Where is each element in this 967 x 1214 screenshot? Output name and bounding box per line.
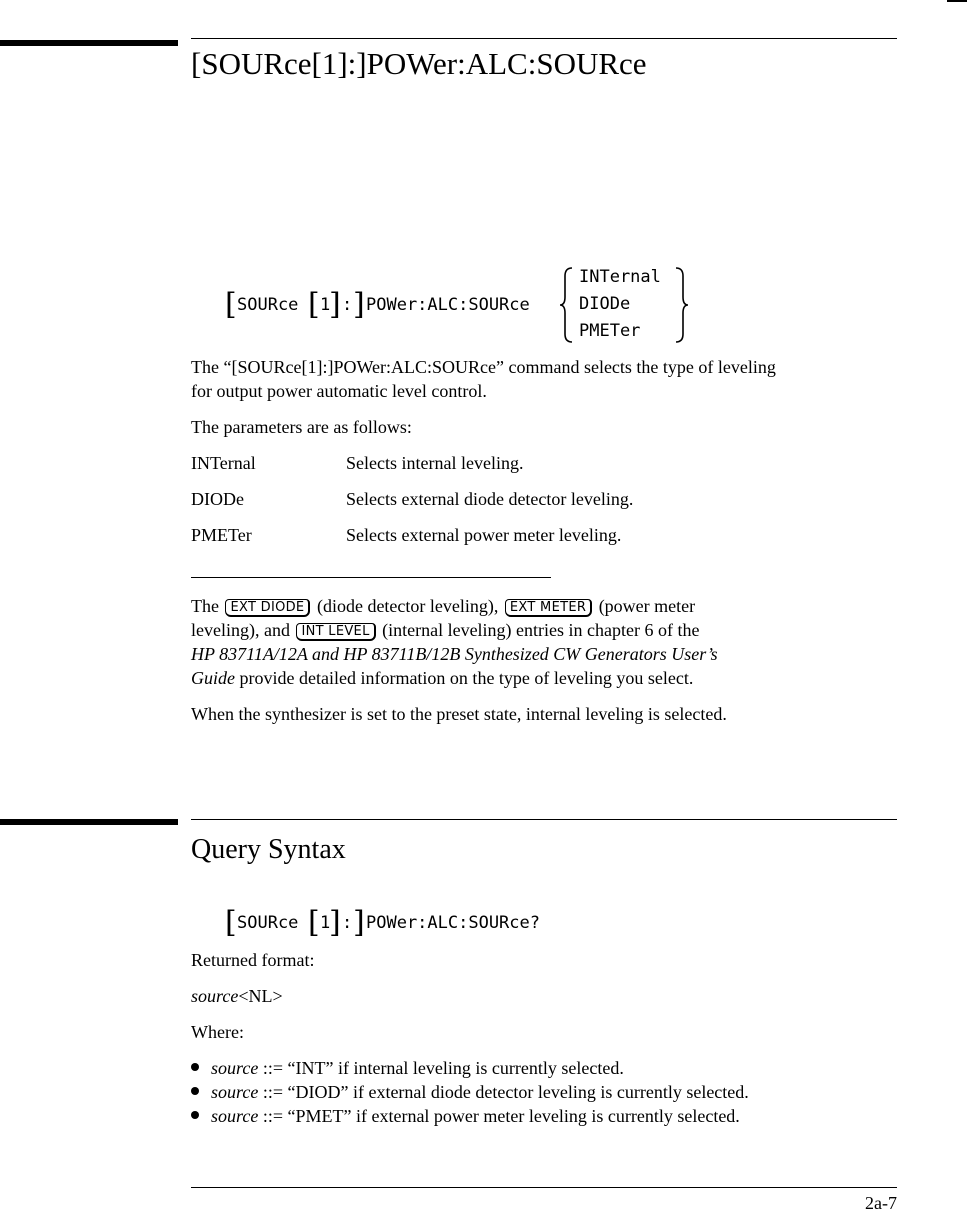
syntax-colon: : xyxy=(342,913,353,933)
bullet-text: “DIOD” if external diode detector leveling is currently selected. xyxy=(287,1082,749,1102)
note-line-4 xyxy=(191,666,693,690)
section-bar xyxy=(0,40,178,46)
bullet-text: “INT” if internal leveling is currently selected. xyxy=(287,1058,624,1078)
option-diode: DIODe xyxy=(579,294,631,314)
ext-diode-key: EXT DIODE xyxy=(225,599,310,617)
bullet-op: ::= xyxy=(262,1106,283,1126)
param-desc-diode: Selects external diode detector leveling. xyxy=(346,489,634,509)
note-line-2 xyxy=(191,618,699,642)
note-rule xyxy=(191,577,551,578)
param-desc-pmeter: Selects external power meter leveling. xyxy=(346,525,622,545)
bullet-var: source xyxy=(211,1106,259,1126)
syntax-command: POWer:ALC:SOURce xyxy=(366,295,530,315)
bullet-icon xyxy=(191,1063,199,1071)
format-source-var: source xyxy=(191,986,239,1006)
syntax-colon: : xyxy=(342,295,353,315)
list-item xyxy=(191,1104,740,1128)
option-pmeter: PMETer xyxy=(579,321,641,341)
description-line-1: The “[SOURce[1]:]POWer:ALC:SOURce” command selects the type of leveling xyxy=(191,357,776,377)
returned-format-value xyxy=(191,984,283,1008)
note-after-int: (internal leveling) entries in chapter 6 of the xyxy=(382,620,700,640)
syntax-open-bracket: [ xyxy=(225,287,237,322)
section-rule xyxy=(191,38,897,39)
syntax-source-keyword: SOURce xyxy=(237,913,299,933)
list-item xyxy=(191,1056,624,1080)
returned-format-label: Returned format: xyxy=(191,950,315,970)
section-title: [SOURce[1]:]POWer:ALC:SOURce xyxy=(191,46,647,81)
section-rule xyxy=(191,819,897,820)
format-nl: <NL> xyxy=(238,986,283,1006)
bullet-op: ::= xyxy=(262,1082,283,1102)
syntax-inner-close: ] xyxy=(329,905,341,940)
where-label: Where: xyxy=(191,1022,244,1042)
manual-title-guide: Guide xyxy=(191,668,235,688)
note-the: The xyxy=(191,596,219,616)
ext-meter-key: EXT METER xyxy=(505,599,592,617)
syntax-inner-open: [ xyxy=(308,287,320,322)
page-number: 2a-7 xyxy=(865,1193,897,1213)
note-after-diode: (diode detector leveling), xyxy=(316,596,499,616)
syntax-one: 1 xyxy=(320,295,331,315)
syntax-open-bracket: [ xyxy=(225,905,237,940)
param-name-pmeter: PMETer xyxy=(191,525,252,545)
bullet-text: “PMET” if external power meter leveling is currently selected. xyxy=(287,1106,740,1126)
note-after-meter: (power meter xyxy=(598,596,696,616)
section-bar xyxy=(0,819,178,825)
bullet-op: ::= xyxy=(262,1058,283,1078)
preset-text: When the synthesizer is set to the preset state, internal leveling is selected. xyxy=(191,704,727,724)
syntax-command: POWer:ALC:SOURce? xyxy=(366,913,540,933)
right-brace xyxy=(672,266,690,344)
param-name-diode: DIODe xyxy=(191,489,244,509)
footer-rule xyxy=(191,1187,897,1188)
note-line2-start: leveling), and xyxy=(191,620,290,640)
bullet-var: source xyxy=(211,1058,259,1078)
syntax-one: 1 xyxy=(320,913,331,933)
manual-title-line: HP 83711A/12A and HP 83711B/12B Synthesized CW Generators User’s xyxy=(191,644,718,664)
left-brace xyxy=(558,266,576,344)
syntax-inner-close: ] xyxy=(329,287,341,322)
syntax-outer-close: ] xyxy=(353,287,365,322)
bullet-icon xyxy=(191,1111,199,1119)
bullet-var: source xyxy=(211,1082,259,1102)
description-line-2: for output power automatic level control. xyxy=(191,381,487,401)
list-item xyxy=(191,1080,749,1104)
note-line4-rest: provide detailed information on the type of leveling you select. xyxy=(239,668,694,688)
params-intro: The parameters are as follows: xyxy=(191,417,412,437)
syntax-inner-open: [ xyxy=(308,905,320,940)
int-level-key: INT LEVEL xyxy=(296,623,375,641)
bullet-icon xyxy=(191,1087,199,1095)
param-name-internal: INTernal xyxy=(191,453,256,473)
option-internal: INTernal xyxy=(579,267,661,287)
note-line-1 xyxy=(191,594,695,618)
corner-mark xyxy=(947,0,967,2)
syntax-source-keyword: SOURce xyxy=(237,295,299,315)
section-title: Query Syntax xyxy=(191,834,346,865)
param-desc-internal: Selects internal leveling. xyxy=(346,453,524,473)
syntax-outer-close: ] xyxy=(353,905,365,940)
